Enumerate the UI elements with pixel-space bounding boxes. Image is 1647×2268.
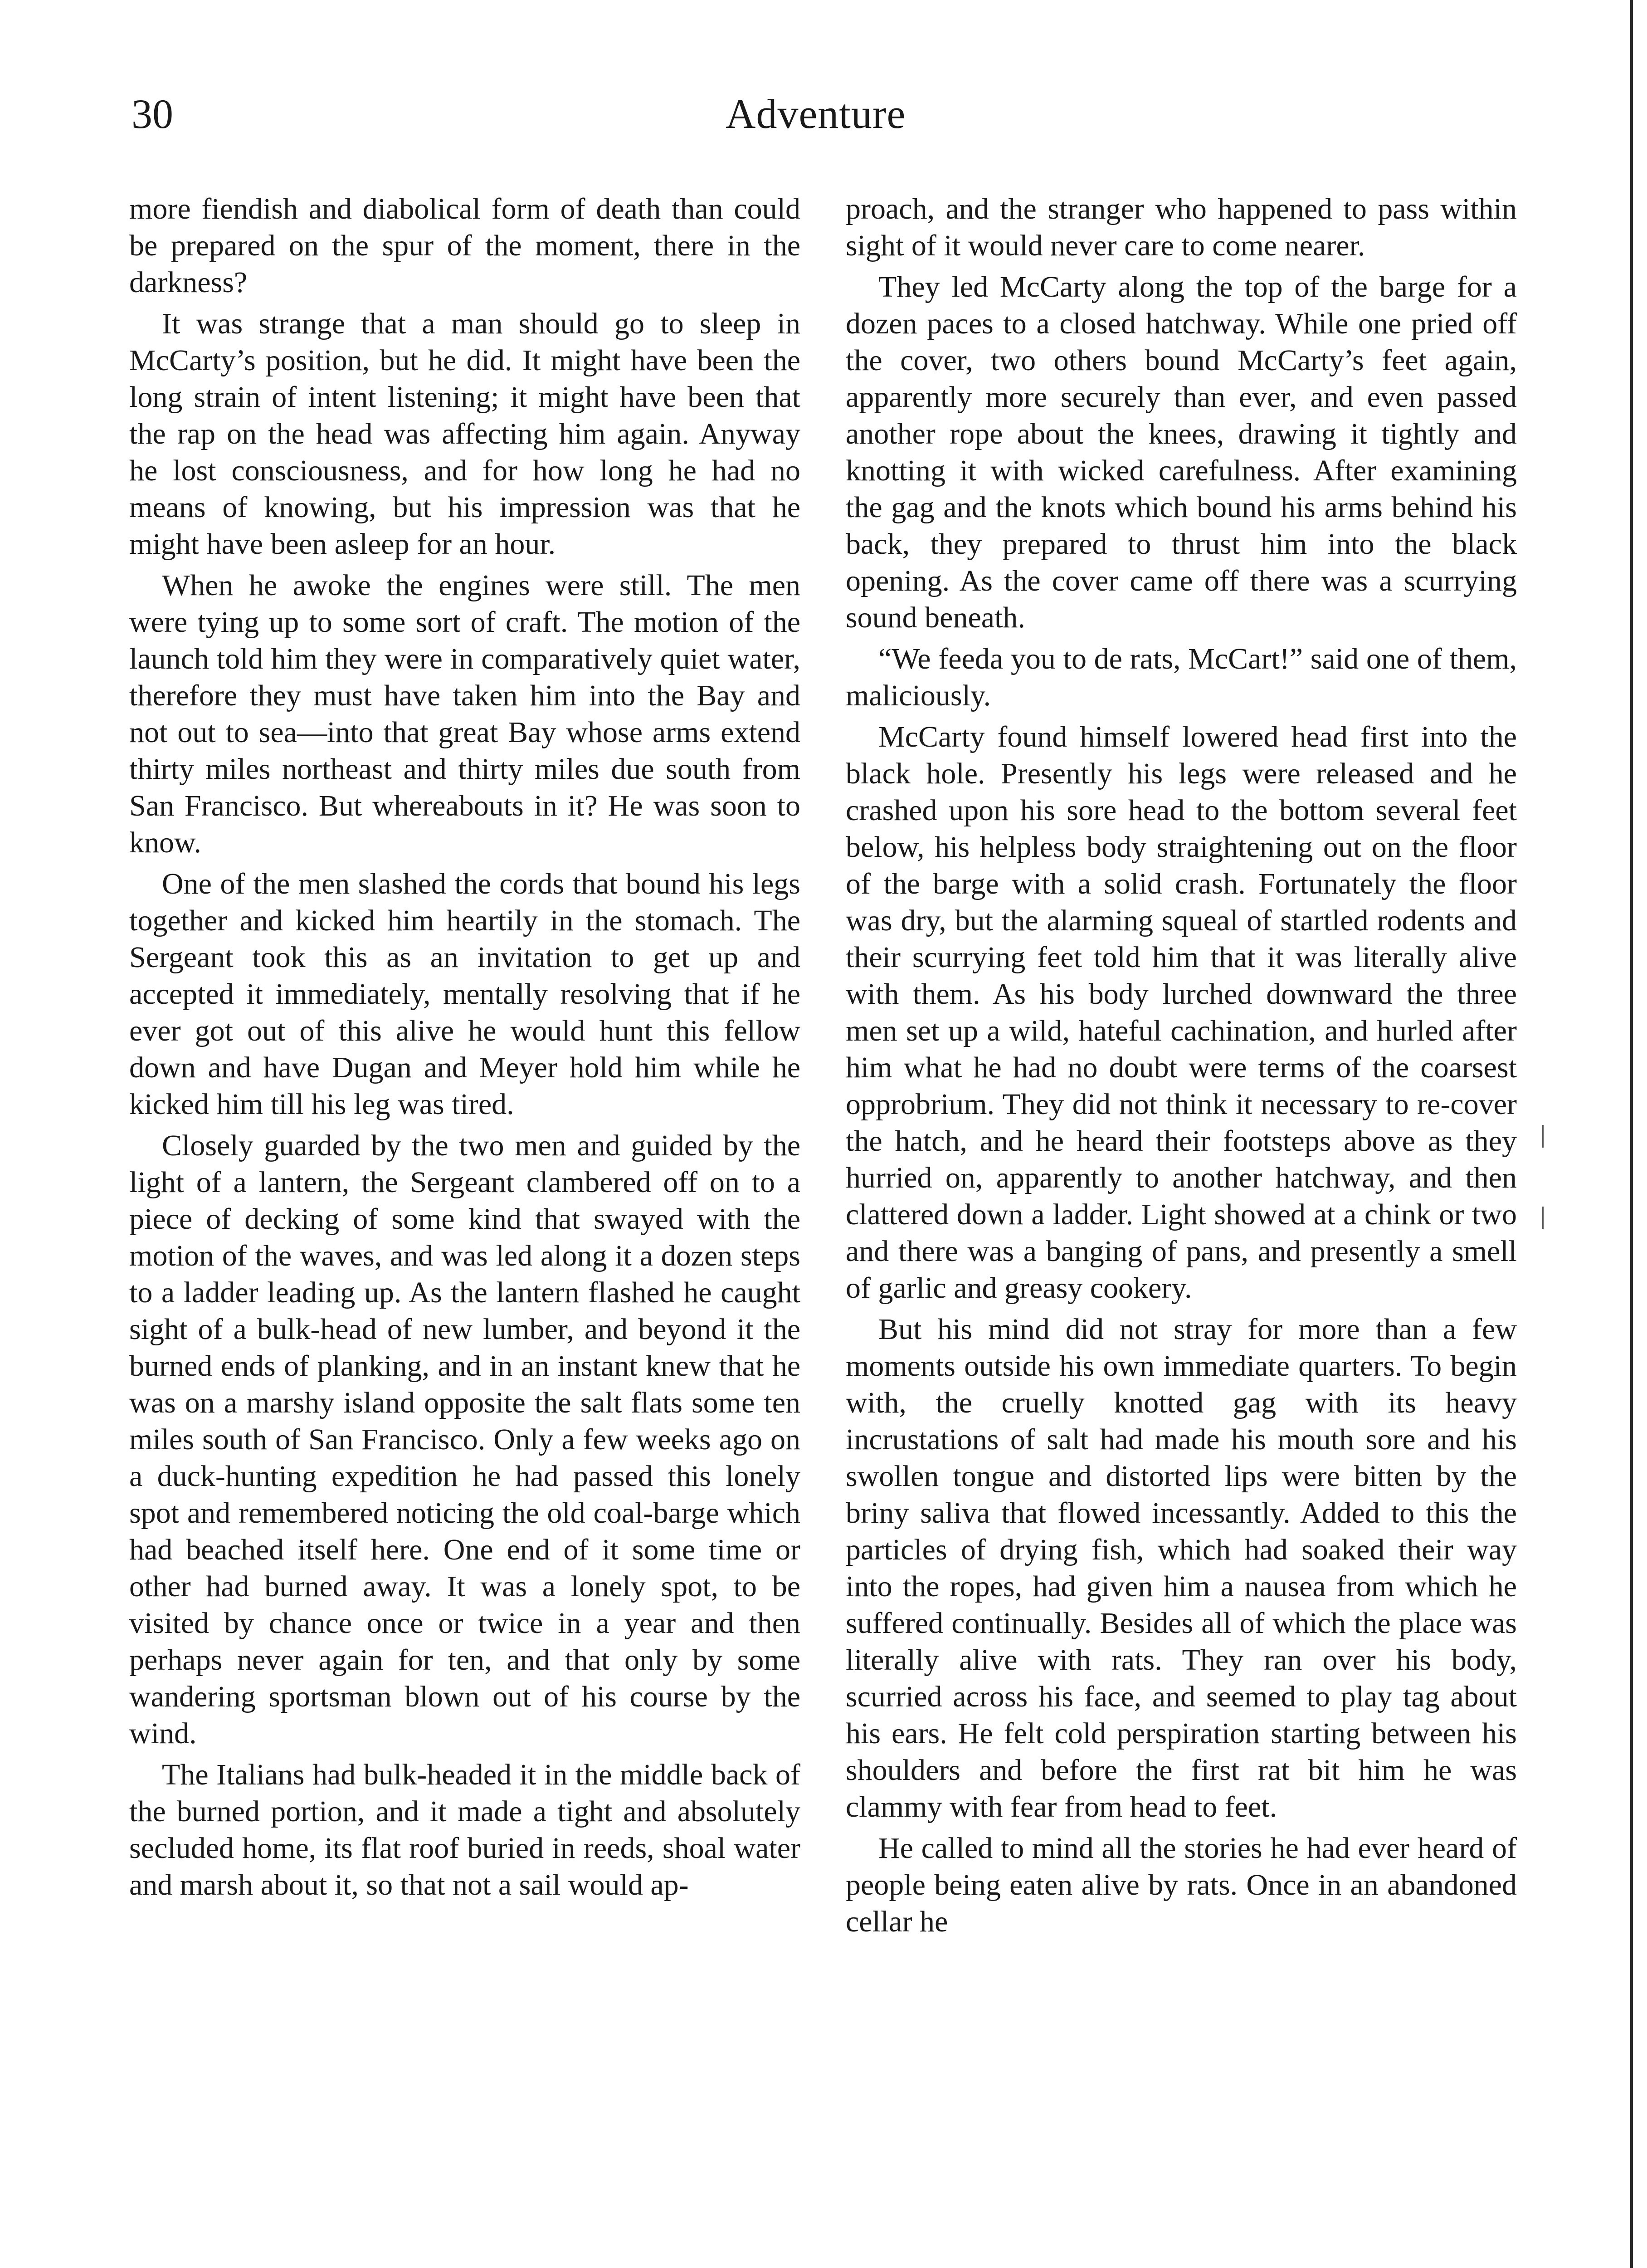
paragraph: Closely guarded by the two men and guided by the light of a lantern, the Sergeant clambered off on to a piece of decking of some kind that swayed with the motion of the waves, and was led along it a dozen steps to a ladder leading up. As the lantern flashed he caught sight of a bulk-head of new lumber, and beyond it the burned ends of planking, and in an instant knew that he was on a marshy island opposite the salt flats some ten miles south of San Francisco. Only a few weeks ago on a duck-hunting expedition he had passed this lonely spot and remembered noticing the old coal-barge which had beached itself here. One end of it some time or other had burned away. It was a lonely spot, to be visited by chance once or twice in a year and then perhaps never again for ten, and that only by some wandering sportsman blown out of his course by the wind. (129, 1129, 800, 1750)
page-edge-rule (1630, 0, 1633, 2268)
paragraph: more fiendish and diabolical form of death than could be prepared on the spur of the moment, there in the darkness? (129, 192, 800, 299)
left-column (129, 191, 800, 1908)
paragraph: One of the men slashed the cords that bound his legs together and kicked him heartily in the stomach. The Sergeant took this as an invitation to get up and accepted it immediately, mentally resolving that if he ever got out of this alive he would hunt this fellow down and have Dugan and Meyer hold him while he kicked him till his leg was tired. (129, 867, 800, 1121)
paragraph: He called to mind all the stories he had ever heard of people being eaten alive by rats. Once in an abandoned cellar he (846, 1832, 1517, 1938)
right-column (846, 191, 1517, 1945)
paragraph: They led McCarty along the top of the barge for a dozen paces to a closed hatchway. While one pried off the cover, two others bound McCarty’s feet again, apparently more securely than ever, and even passed another rope about the knees, drawing it tightly and knotting it with wicked carefulness. After examining the gag and the knots which bound his arms behind his back, they prepared to thrust him into the black opening. As the cover came off there was a scurrying sound beneath. (846, 270, 1517, 634)
paragraph: McCarty found himself lowered head first into the black hole. Presently his legs were released and he crashed upon his sore head to the bottom several feet below, his helpless body straightening out on the floor of the barge with a solid crash. Fortunately the floor was dry, but the alarming squeal of startled rodents and their scurrying feet told him that it was literally alive with them. As his body lurched downward the three men set up a wild, hateful cachination, and hurled after him what he had no doubt were terms of the coarsest opprobrium. They did not think it necessary to re-cover the hatch, and he heard their footsteps above as they hurried on, apparently to another hatchway, and then clattered down a ladder. Light showed at a chink or two and there was a banging of pans, and presently a smell of garlic and greasy cookery. (846, 720, 1517, 1305)
paragraph: “We feeda you to de rats, McCart!” said one of them, maliciously. (846, 642, 1517, 712)
paragraph: But his mind did not stray for more than a few moments outside his own immediate quarters. To begin with, the cruelly knotted gag with its heavy incrustations of salt had made his mouth sore and his swollen tongue and distorted lips were bitten by the briny saliva that flowed incessantly. Added to this the particles of drying fish, which had soaked their way into the ropes, had given him a nausea from which he suffered continually. Besides all of which the place was literally alive with rats. They ran over his body, scurried across his face, and seemed to play tag about his ears. He felt cold perspiration starting between his shoulders and before the first rat bit him he was clammy with fear from head to feet. (846, 1313, 1517, 1823)
paragraph: proach, and the stranger who happened to pass within sight of it would never care to come nearer. (846, 192, 1517, 262)
paragraph: The Italians had bulk-headed it in the middle back of the burned portion, and it made a tight and absolutely secluded home, its flat roof buried in reeds, shoal water and marsh about it, so that not a sail would ap- (129, 1758, 800, 1901)
margin-mark (1542, 1207, 1544, 1229)
running-head: Adventure (726, 91, 906, 137)
page-number: 30 (132, 91, 173, 137)
paragraph: It was strange that a man should go to sleep in McCarty’s position, but he did. It might have been the long strain of intent listening; it might have been that the rap on the head was affecting him again. Anyway he lost consciousness, and for how long he had no means of knowing, but his impression was that he might have been asleep for an hour. (129, 307, 800, 561)
paragraph: When he awoke the engines were still. The men were tying up to some sort of craft. The motion of the launch told him they were in comparatively quiet water, therefore they must have taken him into the Bay and not out to sea—into that great Bay whose arms extend thirty miles northeast and thirty miles due south from San Francisco. But whereabouts in it? He was soon to know. (129, 569, 800, 859)
margin-mark (1542, 1125, 1544, 1148)
